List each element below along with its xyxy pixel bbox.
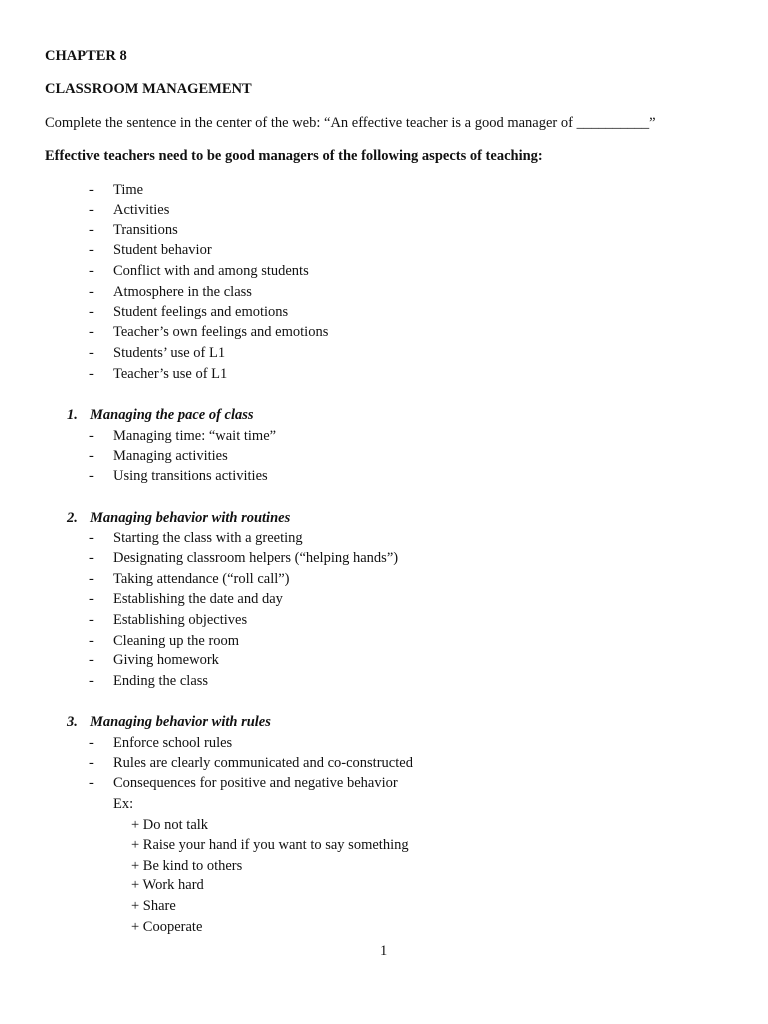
list-item [0,774,768,792]
dash-bullet: - [89,550,94,566]
list-item [0,241,768,259]
list-item-text: Student behavior [113,242,212,258]
example-item: + Cooperate [131,919,203,935]
dash-bullet: - [89,345,94,361]
list-item [0,323,768,341]
dash-bullet: - [89,263,94,279]
dash-bullet: - [89,428,94,444]
example-item: + Raise your hand if you want to say something [131,837,409,853]
list-item [0,549,768,567]
prompt-sentence: Complete the sentence in the center of the web: “An effective teacher is a good manager of __________” [45,115,656,131]
list-item [0,344,768,362]
section-heading [0,406,768,424]
dash-bullet: - [89,775,94,791]
example-label: Ex: [113,796,134,812]
chapter-label: CHAPTER 8 [45,48,127,64]
list-item [0,651,768,669]
list-item [0,467,768,485]
list-item-text: Teacher’s use of L1 [113,366,228,382]
section-heading-text: Managing the pace of class [90,407,254,423]
list-item-text: Student feelings and emotions [113,304,289,320]
list-item [0,427,768,445]
section-heading [0,509,768,527]
dash-bullet: - [89,530,94,546]
list-item-text: Teacher’s own feelings and emotions [113,324,329,340]
page-number: 1 [380,943,388,959]
list-item [0,672,768,690]
list-item-text: Ending the class [113,673,209,689]
dash-bullet: - [89,735,94,751]
dash-bullet: - [89,591,94,607]
list-item-text: Conflict with and among students [113,263,309,279]
page-title: CLASSROOM MANAGEMENT [45,81,252,97]
example-item: + Share [131,898,176,914]
section-heading-text: Managing behavior with rules [90,714,271,730]
list-item-text: Giving homework [113,652,219,668]
aspects-heading: Effective teachers need to be good managers of the following aspects of teaching: [45,148,543,164]
dash-bullet: - [89,448,94,464]
list-item-text: Using transitions activities [113,468,268,484]
list-item [0,570,768,588]
dash-bullet: - [89,324,94,340]
list-item [0,734,768,752]
dash-bullet: - [89,222,94,238]
list-item-text: Designating classroom helpers (“helping hands”) [113,550,399,566]
list-item-text: Time [113,182,144,198]
list-item-text: Students’ use of L1 [113,345,226,361]
list-item-text: Rules are clearly communicated and co-constructed [113,755,413,771]
list-item-text: Managing time: “wait time” [113,428,277,444]
list-item [0,754,768,772]
dash-bullet: - [89,633,94,649]
section-heading-text: Managing behavior with routines [90,510,291,526]
dash-bullet: - [89,182,94,198]
dash-bullet: - [89,755,94,771]
section-heading [0,713,768,731]
example-item: + Do not talk [131,817,209,833]
section-number: 3. [67,714,78,730]
list-item-text: Transitions [113,222,178,238]
dash-bullet: - [89,366,94,382]
list-item [0,632,768,650]
example-item: + Work hard [131,877,204,893]
dash-bullet: - [89,242,94,258]
dash-bullet: - [89,652,94,668]
list-item-text: Starting the class with a greeting [113,530,303,546]
list-item [0,181,768,199]
list-item-text: Establishing objectives [113,612,248,628]
list-item-text: Taking attendance (“roll call”) [113,571,290,587]
list-item [0,529,768,547]
dash-bullet: - [89,284,94,300]
list-item-text: Cleaning up the room [113,633,240,649]
list-item [0,221,768,239]
dash-bullet: - [89,571,94,587]
list-item [0,283,768,301]
list-item [0,590,768,608]
list-item [0,201,768,219]
dash-bullet: - [89,673,94,689]
list-item [0,447,768,465]
list-item-text: Managing activities [113,448,228,464]
list-item [0,365,768,383]
dash-bullet: - [89,202,94,218]
list-item-text: Establishing the date and day [113,591,283,607]
list-item [0,611,768,629]
dash-bullet: - [89,304,94,320]
list-item [0,262,768,280]
list-item-text: Enforce school rules [113,735,233,751]
dash-bullet: - [89,612,94,628]
example-item: + Be kind to others [131,858,243,874]
list-item-text: Consequences for positive and negative behavior [113,775,398,791]
section-number: 1. [67,407,78,423]
list-item-text: Activities [113,202,170,218]
section-number: 2. [67,510,78,526]
dash-bullet: - [89,468,94,484]
list-item [0,303,768,321]
list-item-text: Atmosphere in the class [113,284,252,300]
